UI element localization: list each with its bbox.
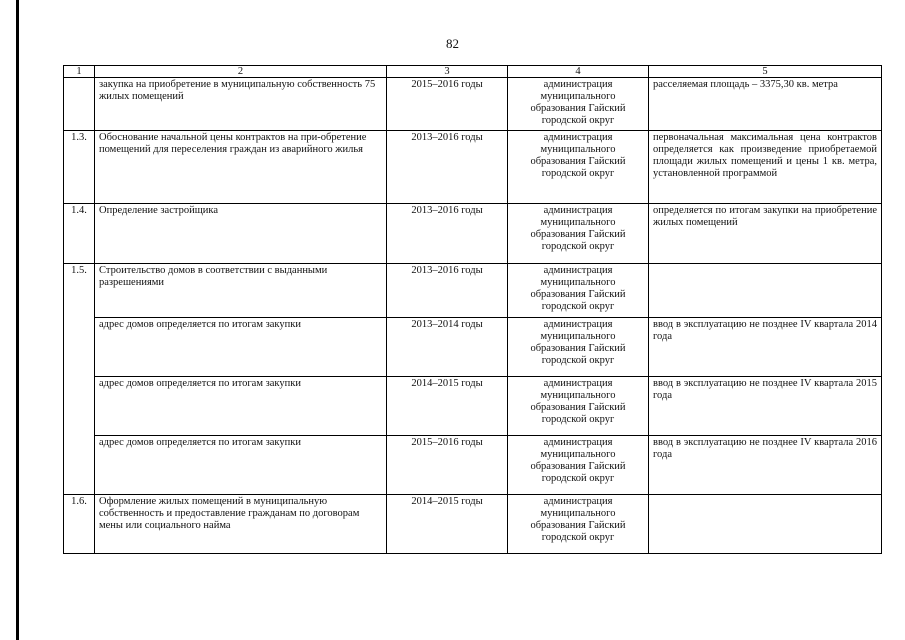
row-description: Строительство домов в соответствии с выданными разрешениями <box>95 264 387 318</box>
table-header-row <box>64 66 882 78</box>
row-description: закупка на приобретение в муниципальную собственность 75 жилых помещений <box>95 78 387 131</box>
row-period: 2015–2016 годы <box>387 436 508 495</box>
row-description: адрес домов определяется по итогам закупки <box>95 318 387 377</box>
row-number: 1.6. <box>64 495 95 554</box>
row-number: 1.4. <box>64 204 95 264</box>
row-description: Обоснование начальной цены контрактов на при-обретение помещений для переселения граждан из аварийного жилья <box>95 131 387 204</box>
column-header-5: 5 <box>649 66 882 78</box>
row-number <box>64 377 95 436</box>
table-row <box>64 436 882 495</box>
row-description: Оформление жилых помещений в муниципальную собственность и предоставление гражданам по договорам мены или социального найма <box>95 495 387 554</box>
row-executor: администрация муниципального образования Гайский городской округ <box>508 318 649 377</box>
row-period: 2014–2015 годы <box>387 495 508 554</box>
row-period: 2013–2016 годы <box>387 131 508 204</box>
row-description: Определение застройщика <box>95 204 387 264</box>
row-period: 2015–2016 годы <box>387 78 508 131</box>
row-result: определяется по итогам закупки на приобретение жилых помещений <box>649 204 882 264</box>
row-result: первоначальная максимальная цена контрактов определяется как произведение приобретаемой площади жилых помещений и цены 1 кв. метра, установленной программой <box>649 131 882 204</box>
row-result: ввод в эксплуатацию не позднее IV квартала 2014 года <box>649 318 882 377</box>
row-period: 2014–2015 годы <box>387 377 508 436</box>
row-period: 2013–2014 годы <box>387 318 508 377</box>
row-description: адрес домов определяется по итогам закупки <box>95 436 387 495</box>
row-number <box>64 78 95 131</box>
row-result <box>649 264 882 318</box>
row-executor: администрация муниципального образования Гайский городской округ <box>508 495 649 554</box>
table-row <box>64 377 882 436</box>
row-result: расселяемая площадь – 3375,30 кв. метра <box>649 78 882 131</box>
row-result <box>649 495 882 554</box>
row-number <box>64 318 95 377</box>
table-row <box>64 318 882 377</box>
row-result: ввод в эксплуатацию не позднее IV квартала 2016 года <box>649 436 882 495</box>
page-number: 82 <box>446 36 459 51</box>
table-row <box>64 495 882 554</box>
row-period: 2013–2016 годы <box>387 264 508 318</box>
page-binding-edge-line <box>16 0 19 640</box>
column-header-1: 1 <box>64 66 95 78</box>
row-description: адрес домов определяется по итогам закупки <box>95 377 387 436</box>
row-executor: администрация муниципального образования Гайский городской округ <box>508 131 649 204</box>
column-header-2: 2 <box>95 66 387 78</box>
row-executor: администрация муниципального образования Гайский городской округ <box>508 436 649 495</box>
row-executor: администрация муниципального образования Гайский городской округ <box>508 204 649 264</box>
measures-table <box>63 65 882 554</box>
table-row <box>64 264 882 318</box>
table-row <box>64 204 882 264</box>
row-executor: администрация муниципального образования Гайский городской округ <box>508 264 649 318</box>
table-row <box>64 78 882 131</box>
row-executor: администрация муниципального образования Гайский городской округ <box>508 377 649 436</box>
row-number <box>64 436 95 495</box>
row-result: ввод в эксплуатацию не позднее IV квартала 2015 года <box>649 377 882 436</box>
row-number: 1.3. <box>64 131 95 204</box>
column-header-3: 3 <box>387 66 508 78</box>
row-number: 1.5. <box>64 264 95 318</box>
column-header-4: 4 <box>508 66 649 78</box>
row-executor: администрация муниципального образования Гайский городской округ <box>508 78 649 131</box>
table-row <box>64 131 882 204</box>
row-period: 2013–2016 годы <box>387 204 508 264</box>
